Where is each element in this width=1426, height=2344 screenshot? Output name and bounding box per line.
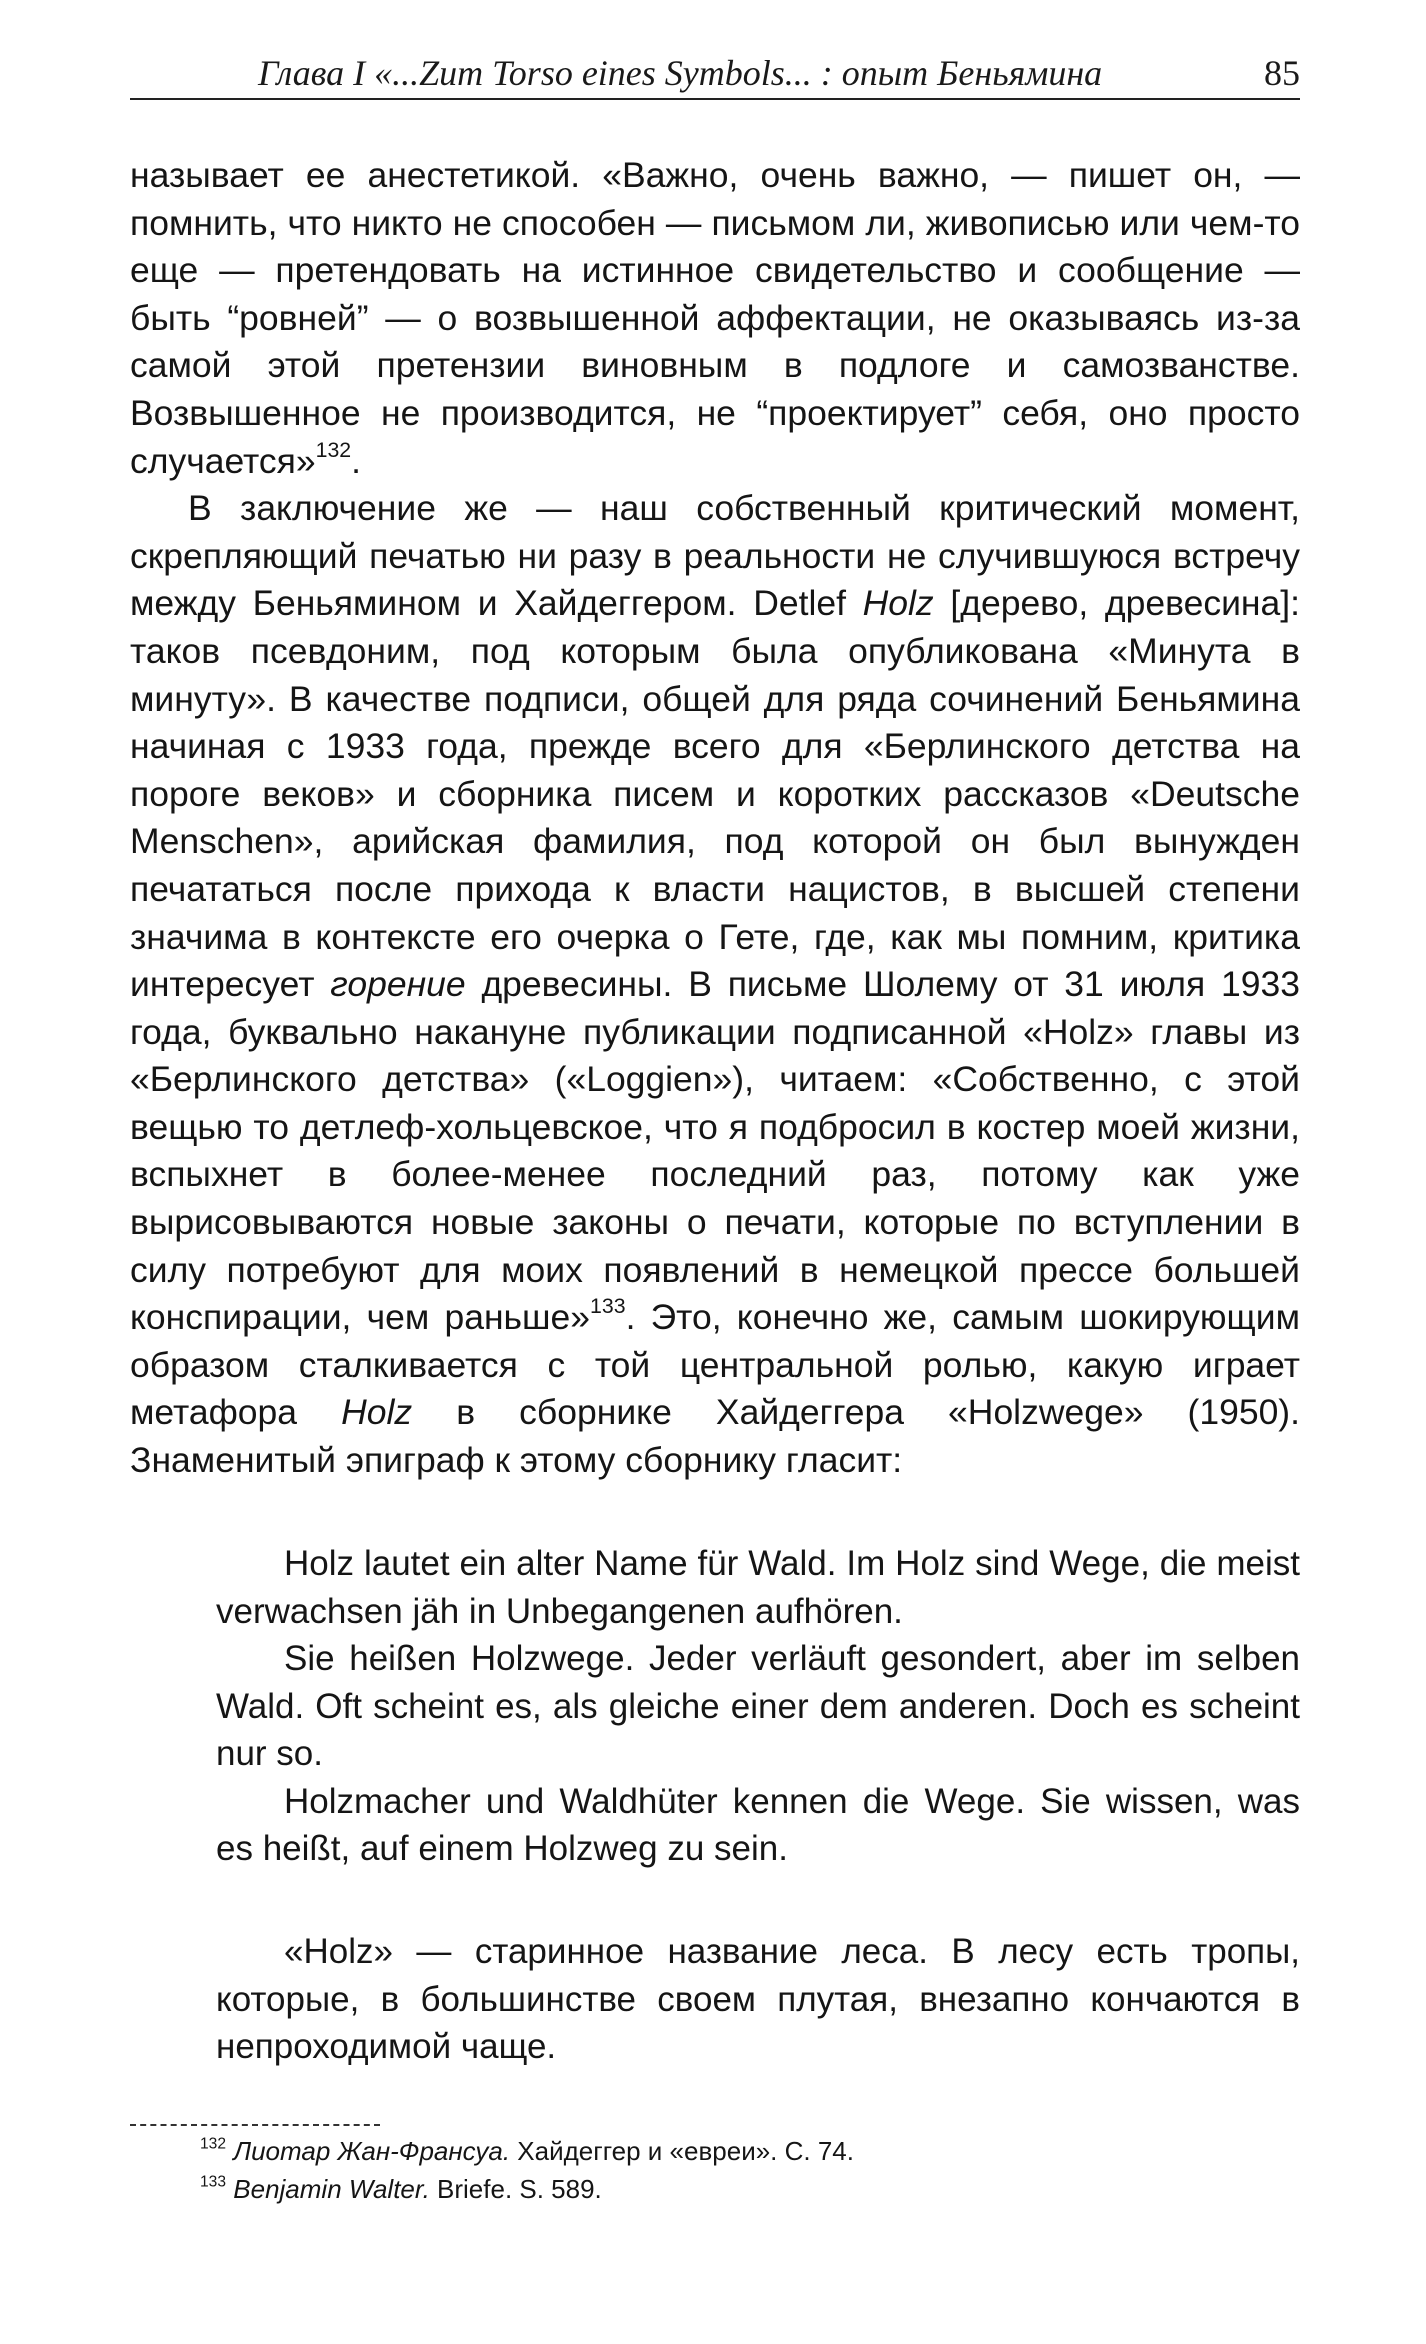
paragraph-1 — [130, 152, 1300, 485]
footnote-text: Хайдеггер и «евреи». С. 74. — [510, 2136, 854, 2166]
paragraph-2-text-a: В заключение же — наш собственный критический момент, скрепляющий печатью ни разу в реальности не случившуюся встречу между Беньямином и Хайдеггером. Detlef — [130, 488, 1300, 624]
footnote-author: Benjamin Walter. — [233, 2174, 430, 2204]
paragraph-2-text-e: в сборнике Хайдеггера «Holzwege» (1950). Знаменитый эпиграф к этому сборнику гласит: — [130, 1392, 1300, 1481]
paragraph-2-text-b: [дерево, древесина]: таков псевдоним, под которым была опубликована «Минута в минуту». В качестве подписи, общей для ряда сочинений Беньямина начиная с 1933 года, прежде всего для «Берлинского детства на пороге веков» и сборника писем и коротких рассказов «Deutsche Menschen», арийская фамилия, под которой он был вынужден печататься после прихода к власти нацистов, в высшей степени значима в контексте его очерка о Гете, где, как мы помним, критика интересует — [130, 583, 1300, 1005]
italic-holz-1: Holz — [862, 583, 934, 624]
paragraph-2 — [130, 485, 1300, 1484]
footnote-ref-133[interactable]: 133 — [590, 1294, 626, 1319]
footnote-number: 132 — [200, 2135, 227, 2153]
epigraph-line-2: Sie heißen Holzwege. Jeder verläuft gesondert, aber im selben Wald. Oft scheint es, als gleiche einer dem anderen. Doch es scheint nur so. — [216, 1639, 1300, 1773]
page-number: 85 — [1264, 53, 1300, 93]
epigraph-translation — [216, 1928, 1300, 2071]
footnotes — [200, 2132, 1300, 2208]
paragraph-1-text: называет ее анестетикой. «Важно, очень важно, — пишет он, — помнить, что никто не способен — письмом ли, живописью или чем-то еще — претендовать на истинное свидетельство и сообщение — быть “ровней” — о возвышенной аффектации, не оказываясь из-за самой этой претензии виновным в подлоге и самозванстве. Возвышенное не производится, не “проектирует” себя, оно просто случается» — [130, 155, 1300, 481]
footnote-rule — [130, 2124, 380, 2126]
epigraph — [216, 1540, 1300, 1873]
footnote-133 — [200, 2170, 1300, 2208]
header-rule — [130, 98, 1300, 100]
footnote-132 — [200, 2132, 1300, 2170]
italic-holz-2: Holz — [341, 1392, 413, 1433]
running-head — [130, 48, 1300, 98]
italic-gorenie: горение — [330, 964, 466, 1005]
epigraph-line-3: Holzmacher und Waldhüter kennen die Wege. Sie wissen, was es heißt, auf einem Holzweg zu sein. — [216, 1781, 1300, 1868]
footnote-author: Лиотар Жан-Франсуа. — [233, 2136, 511, 2166]
main-text — [130, 152, 1300, 1485]
paragraph-2-text-c: древесины. В письме Шолему от 31 июля 1933 года, буквально накануне публикации подписанной «Holz» главы из «Берлинского детства» («Loggien»), читаем: «Собственно, с этой вещью то детлеф-хольцевское, что я подбросил в костер моей жизни, вспыхнет в более-менее последний раз, потому как уже вырисовываются новые законы о печати, которые по вступлении в силу потребуют для моих появлений в немецкой прессе большей конспирации, чем раньше» — [130, 964, 1300, 1338]
paragraph-1-end: . — [351, 440, 362, 481]
epigraph-line-1: Holz lautet ein alter Name für Wald. Im Holz sind Wege, die meist verwachsen jäh in Unbegangenen aufhören. — [216, 1544, 1300, 1631]
footnote-text: Briefe. S. 589. — [429, 2174, 602, 2204]
paragraph-2-text-d: . Это, конечно же, самым шокирующим образом сталкивается с той центральной ролью, какую играет метафора — [130, 1297, 1300, 1433]
footnote-ref-132[interactable]: 132 — [315, 437, 352, 462]
footnote-number: 133 — [200, 2173, 227, 2191]
chapter-title: Глава I «...Zum Torso eines Symbols... : опыт Беньямина — [258, 53, 1103, 93]
translation-text: «Holz» — старинное название леса. В лесу есть тропы, которые, в большинстве своем плутая, внезапно кончаются в непроходимой чаще. — [216, 1932, 1300, 2066]
